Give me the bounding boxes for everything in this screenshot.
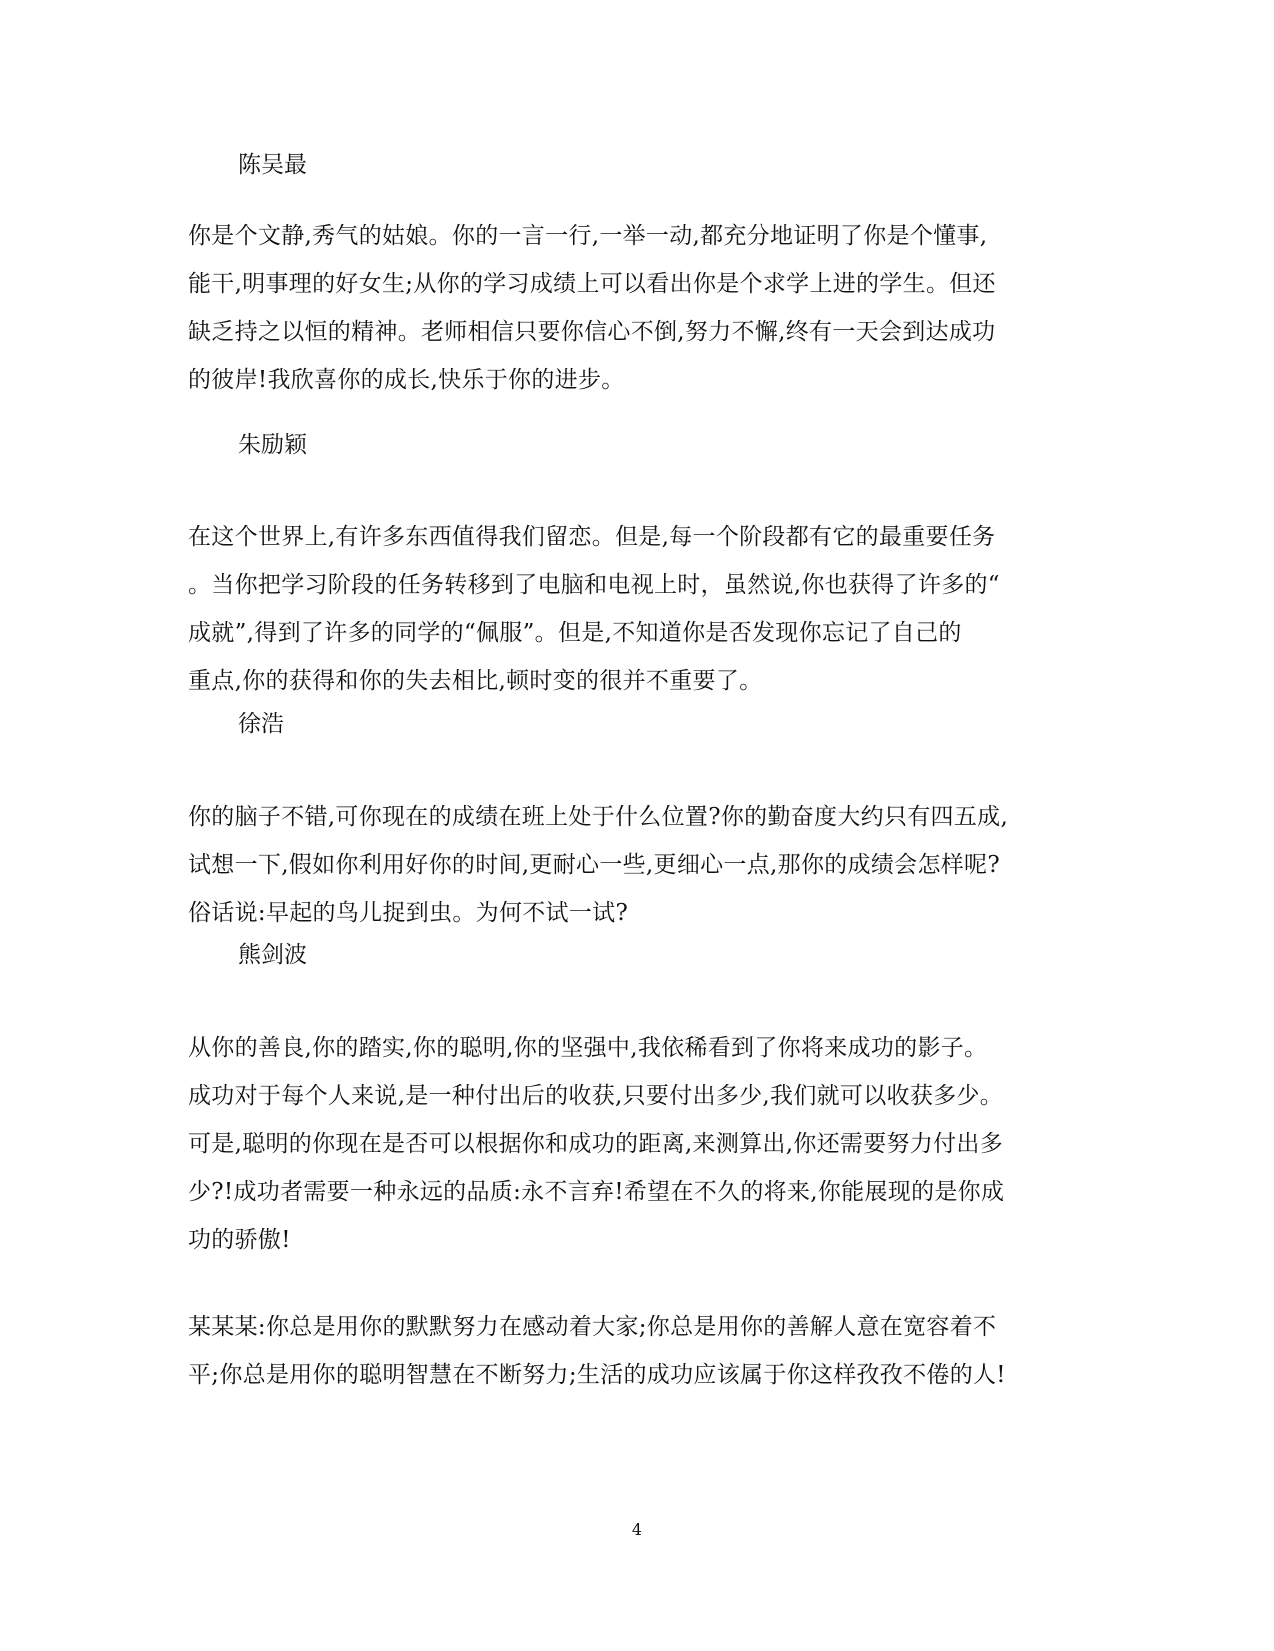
- comment-paragraph-5: [188, 1303, 1088, 1399]
- comment-line: 可是,聪明的你现在是否可以根据你和成功的距离,来测算出,你还需要努力付出多: [188, 1131, 1004, 1157]
- student-name-4: 熊剑波: [238, 942, 307, 968]
- comment-paragraph-2: [188, 513, 1088, 705]
- comment-line: 功的骄傲!: [188, 1227, 291, 1253]
- comment-line: 试想一下,假如你利用好你的时间,更耐心一些,更细心一点,那你的成绩会怎样呢?: [188, 852, 1000, 878]
- student-name-1: 陈吴最: [238, 152, 307, 178]
- comment-line: 少?!成功者需要一种永远的品质:永不言弃!希望在不久的将来,你能展现的是你成: [188, 1179, 1005, 1205]
- comment-line: 。当你把学习阶段的任务转移到了电脑和电视上时，虽然说,你也获得了许多的“: [188, 572, 1000, 598]
- student-name-3: 徐浩: [238, 711, 284, 737]
- comment-line: 能干,明事理的好女生;从你的学习成绩上可以看出你是个求学上进的学生。但还: [188, 271, 996, 297]
- comment-line: 平;你总是用你的聪明智慧在不断努力;生活的成功应该属于你这样孜孜不倦的人!: [188, 1362, 1006, 1388]
- comment-line: 你的脑子不错,可你现在的成绩在班上处于什么位置?你的勤奋度大约只有四五成,: [188, 804, 1009, 830]
- page-number: 4: [631, 1520, 643, 1539]
- comment-paragraph-4: [188, 1024, 1088, 1264]
- comment-line: 在这个世界上,有许多东西值得我们留恋。但是,每一个阶段都有它的最重要任务: [188, 524, 996, 550]
- comment-line: 成就”,得到了许多的同学的“佩服”。但是,不知道你是否发现你忘记了自己的: [188, 620, 962, 646]
- comment-line: 某某某:你总是用你的默默努力在感动着大家;你总是用你的善解人意在宽容着不: [188, 1314, 997, 1340]
- comment-line: 缺乏持之以恒的精神。老师相信只要你信心不倒,努力不懈,终有一天会到达成功: [188, 319, 996, 345]
- comment-line: 你是个文静,秀气的姑娘。你的一言一行,一举一动,都充分地证明了你是个懂事,: [188, 223, 988, 249]
- comment-line: 的彼岸!我欣喜你的成长,快乐于你的进步。: [188, 367, 625, 393]
- comment-line: 俗话说:早起的鸟儿捉到虫。为何不试一试?: [188, 900, 629, 926]
- student-name-2: 朱励颖: [238, 432, 307, 458]
- comment-paragraph-1: [188, 212, 1088, 404]
- comment-line: 从你的善良,你的踏实,你的聪明,你的坚强中,我依稀看到了你将来成功的影子。: [188, 1035, 988, 1061]
- comment-paragraph-3: [188, 793, 1088, 937]
- comment-line: 成功对于每个人来说,是一种付出后的收获,只要付出多少,我们就可以收获多少。: [188, 1083, 1004, 1109]
- comment-line: 重点,你的获得和你的失去相比,顿时变的很并不重要了。: [188, 668, 763, 694]
